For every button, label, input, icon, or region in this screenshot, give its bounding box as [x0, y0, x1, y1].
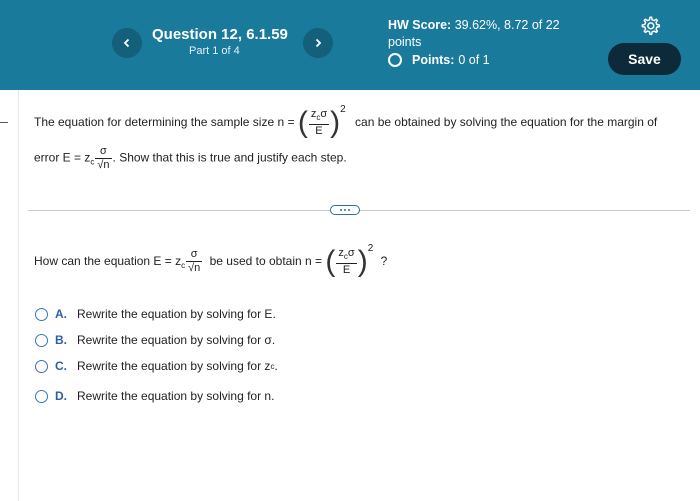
dot-icon	[348, 209, 350, 211]
z-symbol: z	[338, 246, 344, 259]
save-button[interactable]: Save	[608, 43, 681, 75]
left-border-line	[18, 90, 19, 501]
sigma-symbol: σ	[190, 248, 198, 261]
subscript-c: c	[181, 261, 186, 270]
option-text: Rewrite the equation by solving for E.	[77, 307, 276, 321]
denominator-e: E	[336, 263, 356, 277]
radio-button[interactable]	[35, 390, 48, 403]
chevron-right-icon	[313, 38, 323, 48]
chevron-left-icon	[122, 38, 132, 48]
right-paren: )	[330, 105, 341, 139]
sample-size-fraction	[309, 108, 329, 138]
option-letter: A.	[55, 307, 67, 321]
margin-error-fraction	[95, 145, 111, 172]
question-sample-fraction	[336, 247, 356, 277]
option-letter: C.	[55, 359, 67, 373]
exponent-2: 2	[340, 104, 346, 115]
question-text-1: How can the equation E = z	[34, 254, 182, 268]
sqrt-symbol: √	[97, 159, 104, 171]
sigma-symbol: σ	[347, 246, 355, 259]
sigma-symbol: σ	[100, 145, 107, 157]
dot-icon	[340, 209, 342, 211]
question-margin-fraction	[186, 248, 202, 275]
problem-text-3: error E = z	[34, 150, 91, 165]
n-symbol: n	[194, 262, 201, 275]
answer-option-c[interactable]	[35, 359, 278, 373]
problem-text-1: The equation for determining the sample size n =	[34, 115, 295, 129]
points-circle-icon	[388, 53, 402, 67]
option-text: Rewrite the equation by solving for z	[77, 359, 271, 373]
left-divider-tick	[0, 122, 8, 123]
subscript-c: c	[343, 251, 348, 261]
radio-button[interactable]	[35, 360, 48, 373]
problem-statement-line-2	[34, 145, 347, 172]
answer-option-b[interactable]	[35, 333, 275, 347]
radio-button[interactable]	[35, 334, 48, 347]
top-bar	[0, 0, 700, 90]
option-letter: D.	[55, 389, 67, 403]
sigma-symbol: σ	[320, 107, 328, 120]
z-symbol: z	[310, 107, 317, 120]
answer-option-d[interactable]	[35, 389, 274, 403]
question-title: Question 12, 6.1.59	[152, 26, 288, 43]
points-value: 0 of 1	[458, 53, 490, 67]
option-subscript: c	[270, 361, 275, 371]
answer-option-a[interactable]	[35, 307, 276, 321]
subscript-c: c	[90, 157, 95, 167]
sqrt-symbol: √	[188, 262, 195, 275]
hw-score-label: HW Score:	[388, 18, 452, 32]
option-text: Rewrite the equation by solving for n.	[77, 389, 275, 403]
n-symbol: n	[103, 159, 110, 171]
radio-button[interactable]	[35, 308, 48, 321]
left-paren: (	[325, 244, 336, 278]
subscript-c: c	[316, 112, 321, 122]
problem-text-4: . Show that this is true and justify each step.	[112, 150, 347, 165]
denominator-e: E	[309, 124, 329, 138]
option-end: .	[274, 359, 278, 373]
next-question-button[interactable]	[303, 28, 333, 58]
points-label: Points:	[412, 53, 455, 67]
right-paren: )	[357, 244, 368, 278]
hw-score-value: 39.62%, 8.72 of 22 points	[388, 18, 560, 49]
option-letter: B.	[55, 333, 67, 347]
option-text: Rewrite the equation by solving for σ.	[77, 333, 276, 347]
question-part: Part 1 of 4	[189, 45, 240, 57]
left-paren: (	[297, 105, 308, 139]
question-prompt	[34, 243, 387, 277]
problem-text-2: can be obtained by solving the equation for the margin of	[355, 115, 658, 129]
more-options-button[interactable]	[330, 205, 360, 215]
question-text-2: be used to obtain n =	[209, 254, 323, 268]
previous-question-button[interactable]	[112, 28, 142, 58]
points-status	[388, 53, 490, 67]
dot-icon	[344, 209, 346, 211]
gear-icon[interactable]	[639, 15, 661, 37]
problem-statement-line-1	[34, 104, 657, 138]
question-text-3: ?	[380, 254, 388, 268]
exponent-2: 2	[367, 243, 374, 254]
hw-score	[388, 17, 593, 51]
